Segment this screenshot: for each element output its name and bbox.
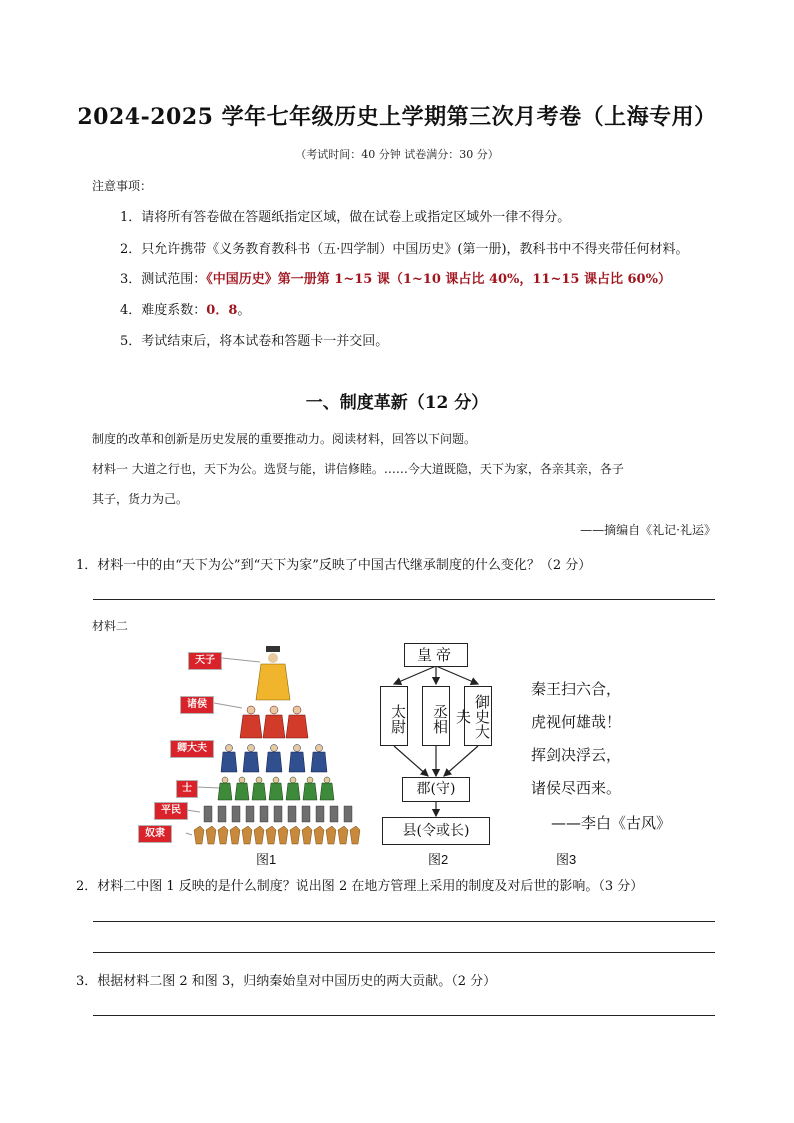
notice-item: 5．考试结束后，将本试卷和答题卡一并交回。 (120, 334, 389, 349)
rank-label-ministers: 卿大夫 (170, 740, 214, 758)
notice-item: 3．测试范围：《中国历史》第一册第 1~15 课（1~10 课占比 40%，11~15 课占比 60%） (120, 272, 671, 287)
exam-subtitle: （考试时间：40 分钟 试卷满分：30 分） (295, 148, 499, 161)
rank-label-commoners: 平民 (154, 802, 188, 820)
rank-label-slaves: 奴隶 (138, 825, 172, 843)
diagram-node-grand-commandant: 太尉 (380, 686, 408, 746)
emperor-figure (256, 646, 290, 700)
notice-heading: 注意事项： (92, 179, 153, 193)
poem-line: 秦王扫六合， (531, 680, 622, 698)
poem-line: 诸侯尽西来。 (531, 779, 622, 797)
question-3: 3．根据材料二图 2 和图 3，归纳秦始皇对中国历史的两大贡献。（2 分） (76, 974, 497, 989)
figure-3-caption: 图3 (556, 852, 577, 867)
question-1: 1．材料一中的由“天下为公”到“天下为家”反映了中国古代继承制度的什么变化？（2 分） (76, 558, 592, 573)
material2-label: 材料二 (92, 619, 129, 633)
notice-item: 4．难度系数：0．8。 (120, 303, 251, 318)
diagram-node-commandery: 郡(守) (402, 777, 470, 802)
figure-1-caption: 图1 (256, 852, 277, 867)
notice-item: 2．只允许携带《义务教育教科书（五·四学制）中国历史》(第一册)，教科书中不得夹带任何材料。 (120, 242, 689, 257)
poem-line: 虎视何雄哉！ (531, 713, 622, 731)
diagram-node-imperial-censor: 御史大夫 (464, 686, 492, 746)
pyramid-illustration (130, 640, 370, 855)
material1-source: ——摘编自《礼记·礼运》 (580, 523, 716, 537)
section-intro: 制度的改革和创新是历史发展的重要推动力。阅读材料，回答以下问题。 (92, 432, 477, 446)
diagram-node-chancellor: 丞相 (422, 686, 450, 746)
rank-label-scholars: 士 (176, 780, 198, 798)
figure-2-caption: 图2 (428, 852, 449, 867)
notice-item: 1．请将所有答卷做在答题纸指定区域，做在试卷上或指定区域外一律不得分。 (120, 210, 571, 225)
rank-label-emperor: 天子 (188, 652, 222, 670)
answer-line[interactable] (93, 952, 715, 953)
diagram-node-emperor: 皇帝 (404, 643, 468, 667)
diagram-node-county: 县(令或长) (382, 817, 490, 845)
material1-text: 材料一 大道之行也，天下为公。选贤与能，讲信修睦。……今大道既隐，天下为家，各亲其亲，各子 (92, 462, 624, 476)
answer-line[interactable] (93, 1015, 715, 1016)
answer-line[interactable] (93, 921, 715, 922)
poem-line: 挥剑决浮云， (531, 746, 622, 764)
rank-label-lords: 诸侯 (180, 696, 214, 714)
section-title: 一、制度革新（12 分） (305, 393, 489, 413)
answer-line[interactable] (93, 599, 715, 600)
exam-title: 2024-2025 学年七年级历史上学期第三次月考卷（上海专用） (77, 104, 717, 130)
material1-text: 其子，货力为己。 (92, 492, 189, 506)
question-2: 2．材料二中图 1 反映的是什么制度？说出图 2 在地方管理上采用的制度及对后世的影响。（3 分） (76, 879, 644, 894)
figure-1-enfeoffment-pyramid (130, 640, 370, 860)
poem-source: ——李白《古风》 (551, 814, 672, 832)
figure-2-government-diagram (374, 640, 514, 850)
